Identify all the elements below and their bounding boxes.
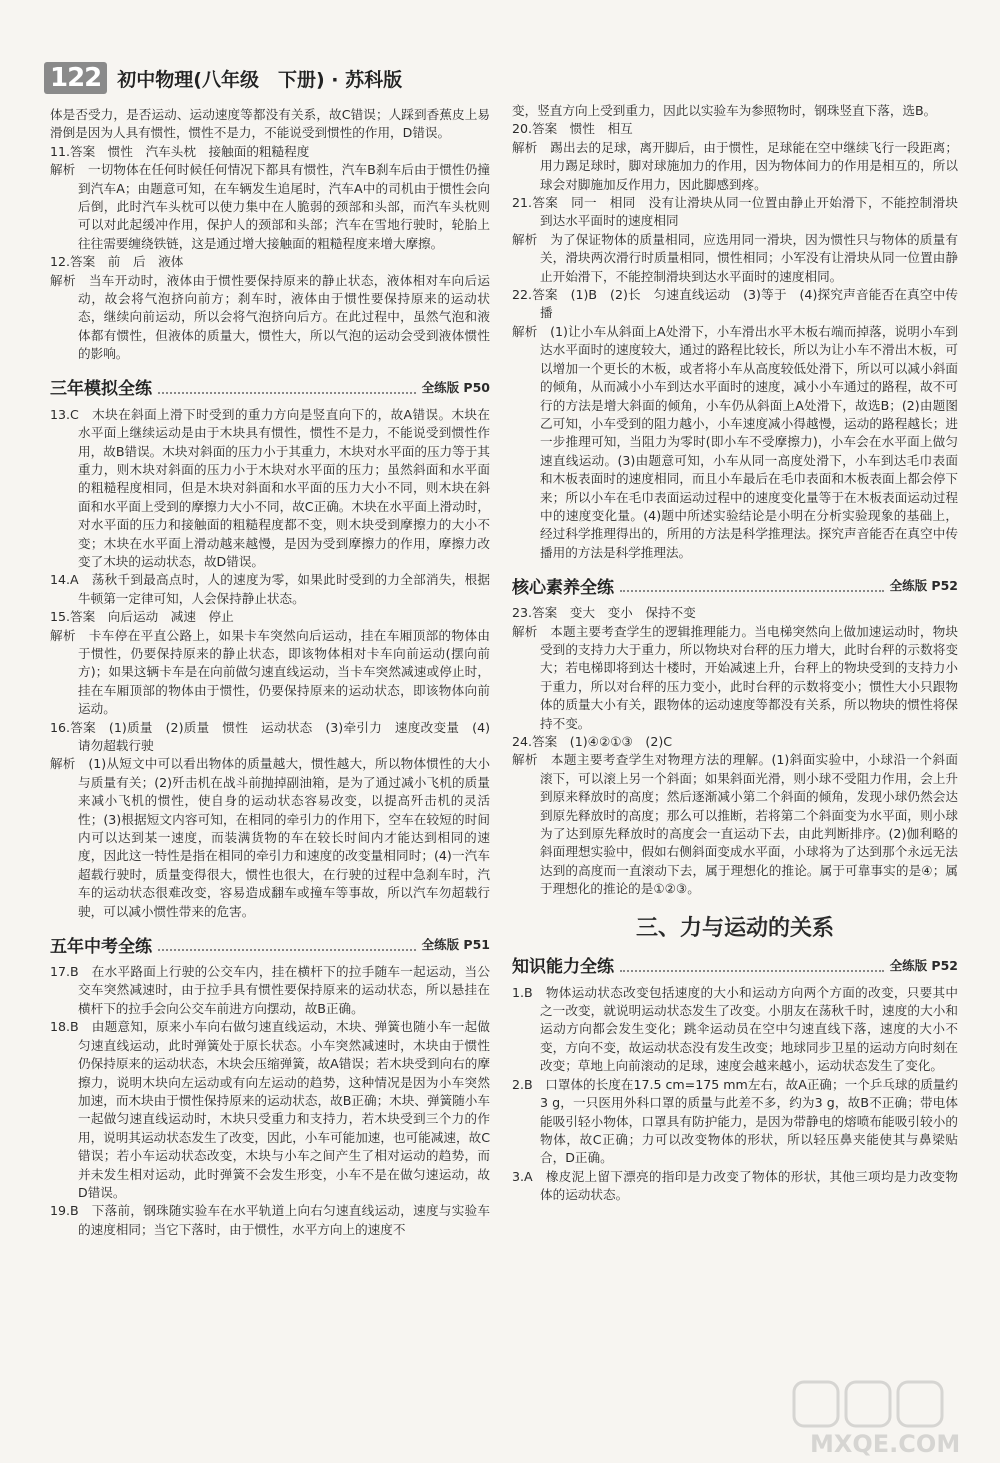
page-header (44, 60, 524, 96)
section-heading (512, 570, 958, 600)
answer-paragraph: 2.B 口罩体的长度在17.5 cm=175 mm左右，故A正确；一个乒乓球的质量约3 g，一只医用外科口罩的质量与此差不多，约为3 g，故B不正确；带电体能吸引轻小物体，口罩具有防护能力，是因为带静电的熔喷布能吸引较小的物体，故C正确；力可以改变物体的形状，所以轻压鼻夹能使其与鼻梁贴合，D正确。 (512, 1076, 958, 1166)
answer-paragraph: 1.B 物体运动状态改变包括速度的大小和运动方向两个方面的改变，只要其中之一改变，就说明运动状态发生了改变。小朋友在荡秋千时，速度的大小和运动方向都会发生变化；跳伞运动员在空中匀速直线下落，速度的大小不变，方向不变，故运动状态没有发生改变；地球同步卫星的运动方向时刻在改变；草地上向前滚动的足球，速度会越来越小，运动状态发生了变化。 (512, 984, 958, 1074)
answer-paragraph: 21.答案 同一 相同 没有让滑块从同一位置由静止开始滑下，不能控制滑块到达水平面时的速度相同 (512, 195, 958, 229)
book-title: 初中物理(八年级 下册) · 苏科版 (117, 68, 403, 91)
answer-paragraph: 14.A 荡秋千到最高点时，人的速度为零，如果此时受到的力全部消失，根据牛顿第一定律可知，人会保持静止状态。 (50, 572, 490, 606)
section-title: 五年中考全练 (50, 936, 152, 957)
section-title: 核心素养全练 (512, 577, 614, 598)
section-title: 知识能力全练 (512, 957, 614, 978)
answer-paragraph: 解析 卡车停在平直公路上，如果卡车突然向后运动，挂在车厢顶部的物体由于惯性，仍要保持原来的静止状态，即该物体相对卡车向前运动(摆向前方)；如果这辆卡车是在向前做匀速直线运动，当卡车突然减速或停止时，挂在车厢顶部的物体由于惯性，仍要保持原来的运动状态，即该物体向前运动。 (50, 627, 490, 717)
section-heading (50, 372, 490, 402)
dotted-leader (158, 380, 416, 394)
answer-paragraph: 解析 (1)从短文中可以看出物体的质量越大，惯性越大，所以物体惯性的大小与质量有关；(2)歼击机在战斗前抛掉副油箱，是为了通过减小飞机的质量来减小飞机的惯性，使自身的运动状态容易改变，以提高歼击机的灵活性；(3)根据短文内容可知，在相同的牵引力的作用下，空车在较短的时间内可以达到某一速度，而装满货物的车在较长时间内才能达到相同的速度，因此这一特性是指在相同的牵引力和速度的改变量相同时；(4)一汽车超载行驶时，质量变得很大，惯性也很大，在行驶的过程中急刹车时，汽车的运动状态很难改变，容易造成翻车或撞车等事故，所以汽车勿超载行驶，可以减小惯性带来的危害。 (50, 756, 490, 919)
answer-paragraph: 24.答案 (1)④②①③ (2)C (512, 734, 673, 749)
answer-paragraph: 解析 为了保证物体的质量相同，应选用同一滑块，因为惯性只与物体的质量有关，滑块两次滑行时质量相同，惯性相同；小军没有让滑块从同一位置由静止开始滑下，不能控制滑块到达水平面时的速度相同。 (512, 231, 958, 284)
section-page-ref: 全练版 P52 (889, 957, 958, 973)
continued-paragraph: 体是否受力，是否运动、运动速度等都没有关系，故C错误；人踩到香蕉皮上易滑倒是因为人具有惯性，惯性不是力，不能说受到惯性的作用，D错误。 (50, 107, 490, 141)
answer-paragraph: 3.A 橡皮泥上留下漂亮的指印是力改变了物体的形状，其他三项均是力改变物体的运动状态。 (512, 1168, 958, 1203)
answer-paragraph: 13.C 木块在斜面上滑下时受到的重力方向是竖直向下的，故A错误。木块在水平面上继续运动是由于木块具有惯性，惯性不是力，不能说受到惯性作用，故B错误。木块对斜面的压力小于其重力，木块对水平面的压力等于其重力，则木块对斜面的压力小于木块对水平面的压力；虽然斜面和水平面的粗糙程度相同，但是木块对斜面和水平面的压力大小不同，则木块在斜面和水平面上受到的摩擦力大小不同，故C正确。木块在水平面上滑动时，对水平面的压力和接触面的粗糙程度都不变，则木块受到摩擦力的大小不变；木块在水平面上滑动越来越慢，是因为受到摩擦力的作用，摩擦力改变了木块的运动状态，故D错误。 (50, 406, 490, 569)
answer-paragraph: 23.答案 变大 变小 保持不变 (512, 605, 696, 621)
dotted-leader (158, 937, 416, 951)
answer-paragraph: 15.答案 向后运动 减速 停止 (50, 609, 234, 625)
dotted-leader (620, 958, 884, 972)
answer-paragraph: 12.答案 前 后 液体 (50, 254, 184, 270)
answer-paragraph: 解析 踢出去的足球，离开脚后，由于惯性，足球能在空中继续飞行一段距离；用力踢足球时，脚对球施加力的作用，因为物体间力的作用是相互的，所以球会对脚施加反作用力，因此脚感到疼。 (512, 139, 958, 192)
answer-paragraph: 解析 本题主要考查学生的逻辑推理能力。当电梯突然向上做加速运动时，物块受到的支持力大于重力，所以物块对台秤的压力增大，此时台秤的示数将变大；若电梯即将到达十楼时，开始减速上升，台秤上的物块受到的支持力小于重力，所以对台秤的压力变小，此时台秤的示数将变小；惯性大小只跟物体的质量大小有关，跟物体的运动速度等都没有关系，所以物块的惯性将保持不变。 (512, 623, 958, 731)
section-heading (512, 950, 958, 980)
answer-paragraph: 解析 本题主要考查学生对物理方法的理解。(1)斜面实验中，小球沿一个斜面滚下，可以滚上另一个斜面；如果斜面光滑，则小球不受阻力作用，会上升到原来释放时的高度；然后逐渐减小第二个斜面的倾角，发现小球仍然会达到原先释放时的高度；那么可以推断，若将第二个斜面变为水平面，则小球为了达到原先释放时的高度会一直运动下去，由此判断排序。(2)伽利略的斜面理想实验中，假如右侧斜面变成水平面，小球将为了达到那个永远无法达到的高度而一直滚动下去，属于理想化的推论。属于可靠事实的是④；属于理想化的推论的是①②③。 (512, 752, 958, 897)
answer-paragraph: 解析 (1)让小车从斜面上A处滑下，小车滑出水平木板右端而掉落，说明小车到达水平面时的速度较大，通过的路程比较长，所以为让小车不滑出木板，可以增加一个更长的木板，或者将小车从高度较低处滑下，所以可以减小斜面的倾角，从而减小小车到达水平面时的速度，减小小车通过的路程，故不可行的方法是增大斜面的倾角，小车仍从斜面上A处滑下，故选B；(2)由题图乙可知，小车受到的阻力越小，小车速度减小得越慢，运动的路程越长；进一步推理可知，当阻力为零时(即小车不受摩擦力)，小车会在水平面上做匀速直线运动。(3)由题意可知，小车从同一高度处滑下，小车到达毛巾表面和木板表面时的速度相同，而且小车最后在毛巾表面和木板表面上都会停下来；所以小车在毛巾表面运动过程中的速度变化量等于在木板表面运动过程中的速度变化量。(4)题中所述实验结论是小明在分析实验现象的基础上，经过科学推理得出的，所用的方法是科学推理法。探究声音能否在真空中传播用的方法是科学推理法。 (512, 323, 958, 560)
svg-text:MXQE.COM: MXQE.COM (810, 1430, 961, 1458)
answer-paragraph: 11.答案 惯性 汽车头枕 接触面的粗糙程度 (50, 143, 310, 159)
answer-paragraph: 20.答案 惯性 相互 (512, 121, 633, 137)
answer-paragraph: 22.答案 (1)B (2)长 匀速直线运动 (3)等于 (4)探究声音能否在真空中传播 (512, 287, 958, 321)
watermark-logo (790, 1378, 980, 1458)
answer-paragraph: 解析 一切物体在任何时候任何情况下都具有惯性，汽车B刹车后由于惯性仍撞到汽车A；由题意可知，在车辆发生追尾时，汽车A中的司机由于惯性会向后倒，此时汽车头枕可以使力集中在人脆弱的颈部和头部，而汽车头枕则可以对此起缓冲作用，保护人的颈部和头部；汽车在雪地行驶时，轮胎上往往需要缠绕铁链，这是通过增大接触面的粗糙程度来增大摩擦。 (50, 162, 490, 251)
chapter-title: 三、力与运动的关系 (635, 915, 834, 941)
answer-paragraph: 16.答案 (1)质量 (2)质量 惯性 运动状态 (3)牵引力 速度改变量 (4)请勿超载行驶 (50, 719, 490, 753)
section-heading (50, 929, 490, 959)
answer-paragraph: 17.B 在水平路面上行驶的公交车内，挂在横杆下的拉手随车一起运动，当公交车突然减速时，由于拉手具有惯性要保持原来的运动状态，所以悬挂在横杆下的拉手会向公交车前进方向摆动，故B正确。 (50, 964, 490, 1016)
answer-paragraph: 解析 当车开动时，液体由于惯性要保持原来的静止状态，液体相对车向后运动，故会将气泡挤向前方；刹车时，液体由于惯性要保持原来的运动状态，继续向前运动，所以会将气泡挤向后方。在此过程中，虽然气泡和液体都有惯性，但液体的质量大，惯性大，所以气泡的运动会受到液体惯性的影响。 (50, 272, 490, 362)
section-title: 三年模拟全练 (50, 379, 152, 400)
right-column (512, 102, 958, 1205)
left-column (50, 106, 490, 1239)
section-page-ref: 全练版 P50 (421, 379, 490, 395)
page-number: 122 (44, 62, 107, 94)
continued-paragraph: 变，竖直方向上受到重力，因此以实验车为参照物时，钢珠竖直下落，选B。 (512, 103, 937, 118)
section-page-ref: 全练版 P52 (889, 578, 958, 594)
answer-paragraph: 19.B 下落前，钢珠随实验车在水平轨道上向右匀速直线运动，速度与实验车的速度相同；当它下落时，由于惯性，水平方向上的速度不 (50, 1203, 490, 1237)
answer-paragraph: 18.B 由题意知，原来小车向右做匀速直线运动，木块、弹簧也随小车一起做匀速直线运动，此时弹簧处于原长状态。小车突然减速时，木块由于惯性仍保持原来的运动状态，木块会压缩弹簧，故A错误；若木块受到向右的摩擦力，说明木块向左运动或有向左运动的趋势，这种情况是因为小车突然加速，而木块由于惯性保持原来的运动状态，故B正确；木块、弹簧随小车一起做匀速直线运动时，木块只受重力和支持力，若木块受到三个力的作用，说明其运动状态发生了改变，因此，小车可能加速，也可能减速，故C错误；若小车运动状态改变，木块与小车之间产生了相对运动的趋势，而并未发生相对运动，此时弹簧不会发生形变，小车不是在做匀速运动，故D错误。 (50, 1019, 490, 1200)
section-page-ref: 全练版 P51 (421, 937, 490, 953)
dotted-leader (620, 578, 884, 592)
